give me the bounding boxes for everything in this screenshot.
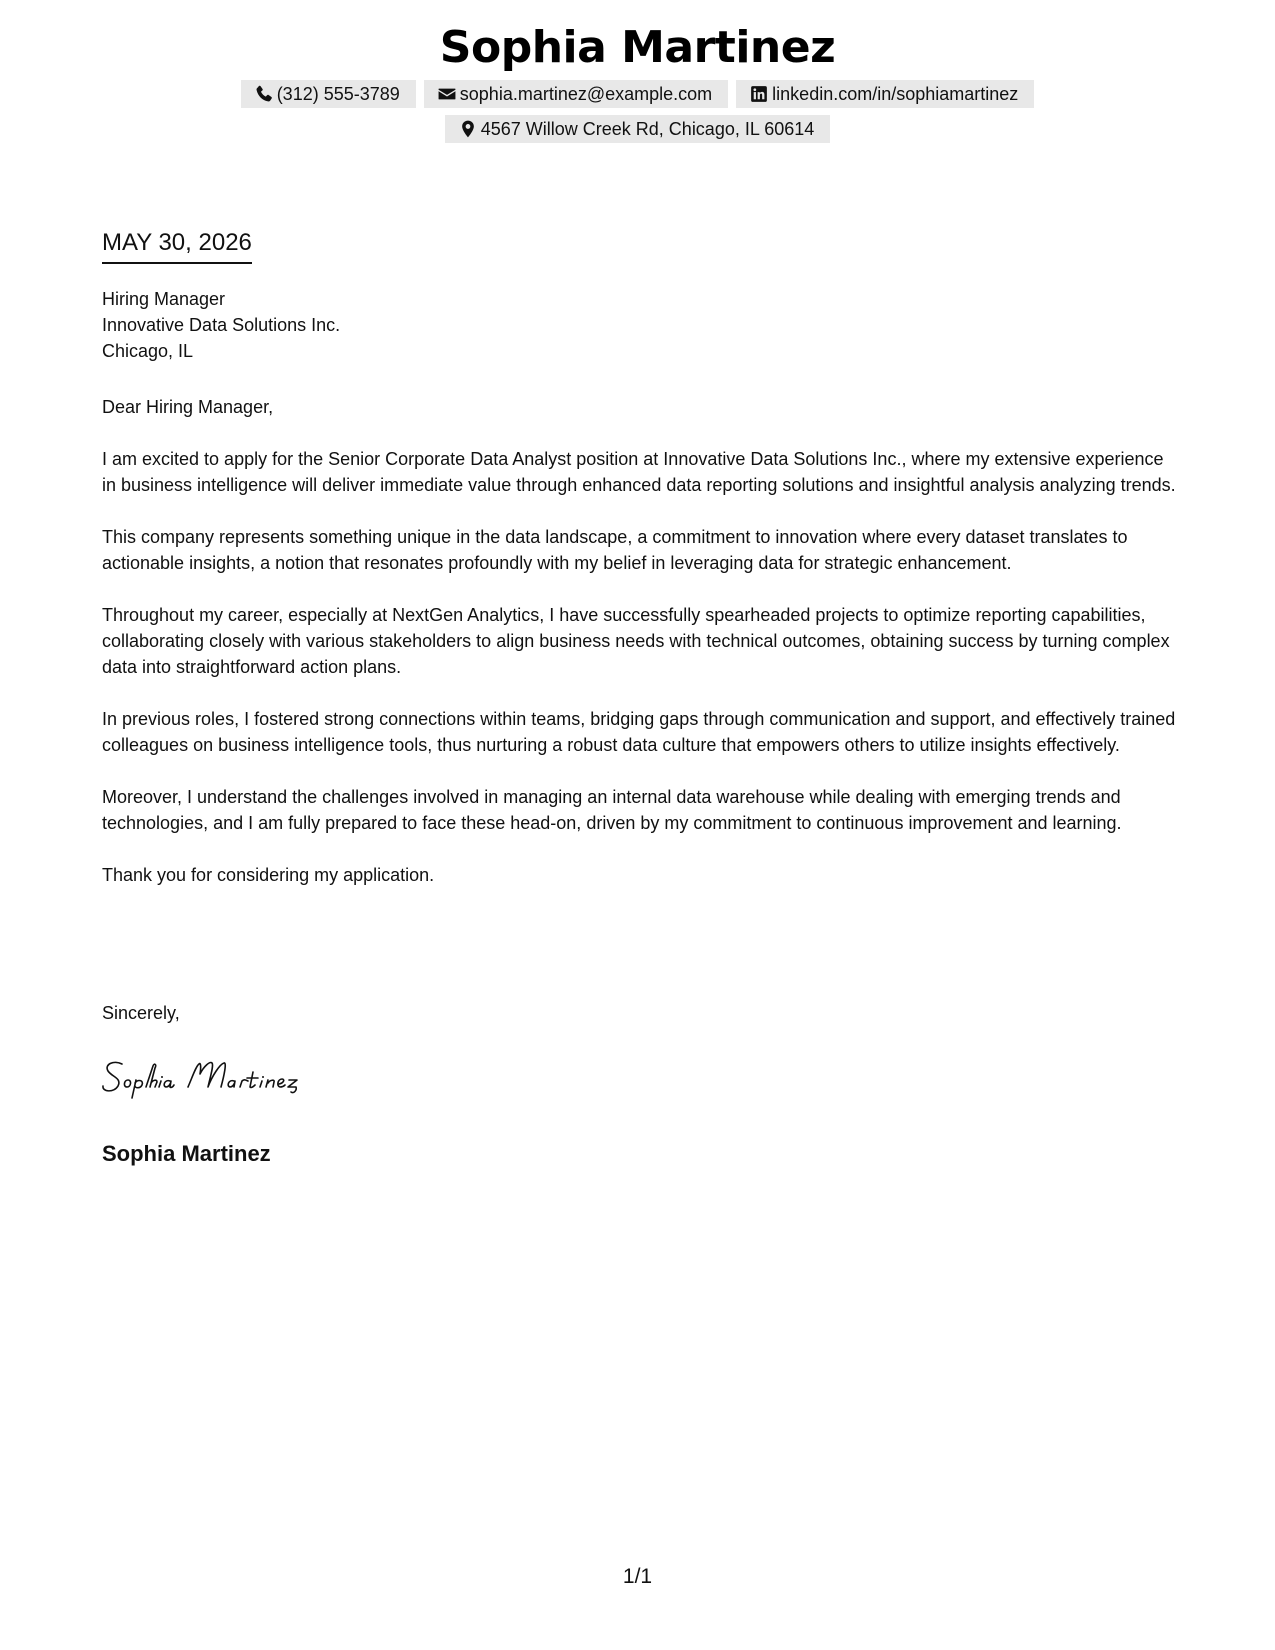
linkedin-contact[interactable] [736,80,1034,108]
recipient-block [102,286,340,364]
email-text[interactable]: sophia.martinez@example.com [459,83,713,104]
body-paragraph: In previous roles, I fostered strong connections within teams, bridging gaps through communication and support, and effectively trained colleagues on business intelligence tools, thus nurturing a robust data culture that empowers others to utilize insights effectively. [102,709,1176,755]
applicant-name-heading: Sophia Martinez [439,22,836,73]
address-text: 4567 Willow Creek Rd, Chicago, IL 60614 [480,118,815,139]
recipient-location: Chicago, IL [102,341,194,361]
address-contact [445,115,831,143]
body-paragraph: Throughout my career, especially at NextGen Analytics, I have successfully spearheaded projects to optimize reporting capabilities, collaborating closely with various stakeholders to align business needs with technical outcomes, obtaining success by turning complex data into straightforward action plans. [102,605,1170,677]
letter-date: MAY 30, 2026 [102,228,252,264]
address-row [0,115,1275,143]
salutation: Dear Hiring Manager, [102,397,274,417]
phone-contact [241,80,416,108]
recipient-company: Innovative Data Solutions Inc. [102,315,341,335]
phone-text: (312) 555-3789 [276,83,400,104]
letter-body [102,394,1177,914]
map-marker-icon [459,120,477,138]
recipient-title: Hiring Manager [102,289,226,309]
thank-you-paragraph: Thank you for considering my application. [102,865,435,885]
body-paragraph: I am excited to apply for the Senior Corporate Data Analyst position at Innovative Data Solutions Inc., where my extensive experience in business intelligence will deliver immediate value through enhanced data reporting solutions and insightful analysis analyzing trends. [102,449,1176,495]
linkedin-icon [750,85,768,103]
linkedin-text[interactable]: linkedin.com/in/sophiamartinez [772,83,1019,104]
phone-icon [255,85,273,103]
body-paragraph: Moreover, I understand the challenges involved in managing an internal data warehouse while dealing with emerging trends and technologies, and I am fully prepared to face these head-on, driven by my commitment to continuous improvement and learning. [102,787,1122,833]
email-contact[interactable] [424,80,728,108]
signer-name: Sophia Martinez [102,1141,271,1166]
envelope-icon [438,85,456,103]
handwritten-signature [100,1052,360,1102]
page-number: 1/1 [622,1565,653,1588]
contact-row [0,80,1275,108]
body-paragraph: This company represents something unique in the data landscape, a commitment to innovation where every dataset translates to actionable insights, a notion that resonates profoundly with my belief in leveraging data for strategic enhancement. [102,527,1128,573]
closing-text: Sincerely, [102,1003,180,1023]
